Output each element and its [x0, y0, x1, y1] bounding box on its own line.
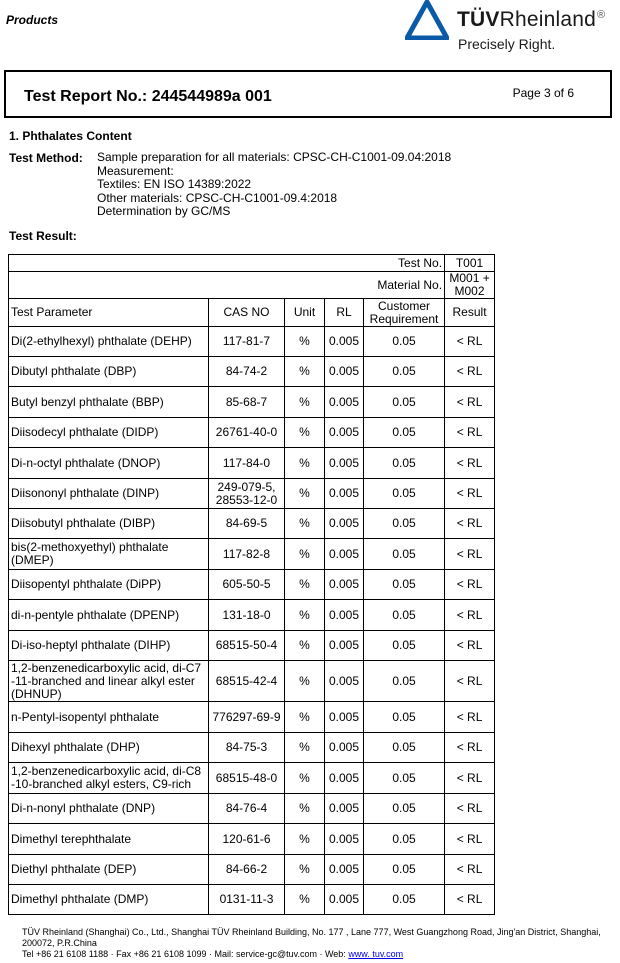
section-label: Products	[6, 13, 59, 27]
result-cell: < RL	[445, 824, 495, 855]
rl-cell: 0.005	[325, 763, 364, 794]
cas-cell: 117-82-8	[209, 539, 285, 570]
table-row	[9, 357, 495, 387]
requirement-cell: 0.05	[364, 661, 445, 702]
table-body	[9, 327, 495, 915]
material-no-row	[9, 272, 495, 299]
header-cell: RL	[325, 299, 364, 327]
requirement-cell: 0.05	[364, 600, 445, 631]
unit-cell: %	[285, 327, 325, 357]
cas-cell: 85-68-7	[209, 387, 285, 418]
brand-tagline: Precisely Right.	[458, 36, 556, 52]
unit-cell: %	[285, 631, 325, 661]
unit-cell: %	[285, 885, 325, 915]
requirement-cell: 0.05	[364, 702, 445, 733]
requirement-cell: 0.05	[364, 357, 445, 387]
footer-contact: Tel +86 21 6108 1188 · Fax +86 21 6108 1099 · Mail: service-gc@tuv.com · Web: www. tuv.com	[22, 949, 404, 959]
rl-cell: 0.005	[325, 448, 364, 479]
table-row	[9, 631, 495, 661]
table-row	[9, 418, 495, 448]
unit-cell: %	[285, 570, 325, 600]
result-cell: < RL	[445, 418, 495, 448]
cas-cell: 68515-50-4	[209, 631, 285, 661]
cas-cell: 84-76-4	[209, 794, 285, 824]
cas-cell: 68515-42-4	[209, 661, 285, 702]
footer-web-link[interactable]: www. tuv.com	[348, 949, 404, 959]
table-row	[9, 448, 495, 479]
cas-cell: 84-74-2	[209, 357, 285, 387]
result-cell: < RL	[445, 631, 495, 661]
cas-cell: 131-18-0	[209, 600, 285, 631]
result-cell: < RL	[445, 855, 495, 885]
test-no-value: T001	[445, 255, 495, 272]
rl-cell: 0.005	[325, 539, 364, 570]
header-cell: Result	[445, 299, 495, 327]
param-cell: n-Pentyl-isopentyl phthalate	[9, 702, 209, 733]
rl-cell: 0.005	[325, 387, 364, 418]
requirement-cell: 0.05	[364, 885, 445, 915]
cas-cell: 249-079-5, 28553-12-0	[209, 479, 285, 509]
unit-cell: %	[285, 600, 325, 631]
rl-cell: 0.005	[325, 509, 364, 539]
cas-cell: 84-75-3	[209, 733, 285, 763]
requirement-cell: 0.05	[364, 327, 445, 357]
result-cell: < RL	[445, 479, 495, 509]
test-method-label: Test Method:	[9, 151, 83, 165]
results-table	[8, 254, 495, 915]
table-row	[9, 661, 495, 702]
requirement-cell: 0.05	[364, 824, 445, 855]
rl-cell: 0.005	[325, 327, 364, 357]
rl-cell: 0.005	[325, 570, 364, 600]
rl-cell: 0.005	[325, 733, 364, 763]
footer-address: TÜV Rheinland (Shanghai) Co., Ltd., Shanghai TÜV Rheinland Building, No. 177 , Lane 777, West Guangzhong Road, Jing'an District, Shanghai, 200072, P.R.China	[22, 927, 601, 948]
rl-cell: 0.005	[325, 479, 364, 509]
table-row	[9, 539, 495, 570]
requirement-cell: 0.05	[364, 509, 445, 539]
cas-cell: 776297-69-9	[209, 702, 285, 733]
report-title: Test Report No.: 244544989a 001	[24, 88, 272, 105]
test-method-details: Sample preparation for all materials: CPSC-CH-C1001-09.04:2018 Measurement: Textiles: EN ISO 14389:2022 Other materials: CPSC-CH-C1001-09.4:2018 Determination by GC/MS	[97, 150, 452, 219]
cas-cell: 26761-40-0	[209, 418, 285, 448]
requirement-cell: 0.05	[364, 794, 445, 824]
result-cell: < RL	[445, 600, 495, 631]
param-cell: Diisodecyl phthalate (DIDP)	[9, 418, 209, 448]
table-row	[9, 509, 495, 539]
unit-cell: %	[285, 387, 325, 418]
section-title: 1. Phthalates Content	[9, 129, 132, 143]
result-cell: < RL	[445, 387, 495, 418]
requirement-cell: 0.05	[364, 418, 445, 448]
requirement-cell: 0.05	[364, 763, 445, 794]
requirement-cell: 0.05	[364, 570, 445, 600]
result-cell: < RL	[445, 570, 495, 600]
param-cell: 1,2-benzenedicarboxylic acid, di-C7 -11-branched and linear alkyl ester (DHNUP)	[9, 661, 209, 702]
param-cell: Dihexyl phthalate (DHP)	[9, 733, 209, 763]
header-cell: CAS NO	[209, 299, 285, 327]
result-cell: < RL	[445, 448, 495, 479]
param-cell: Di-iso-heptyl phthalate (DIHP)	[9, 631, 209, 661]
company-logo	[405, 0, 617, 56]
header-cell: Unit	[285, 299, 325, 327]
cas-cell: 120-61-6	[209, 824, 285, 855]
cas-cell: 84-69-5	[209, 509, 285, 539]
result-cell: < RL	[445, 885, 495, 915]
page-number: Page 3 of 6	[512, 86, 574, 100]
rl-cell: 0.005	[325, 418, 364, 448]
param-cell: Diisononyl phthalate (DINP)	[9, 479, 209, 509]
result-cell: < RL	[445, 794, 495, 824]
result-cell: < RL	[445, 357, 495, 387]
result-cell: < RL	[445, 509, 495, 539]
unit-cell: %	[285, 702, 325, 733]
requirement-cell: 0.05	[364, 387, 445, 418]
param-cell: di-n-pentyle phthalate (DPENP)	[9, 600, 209, 631]
unit-cell: %	[285, 357, 325, 387]
result-cell: < RL	[445, 702, 495, 733]
param-cell: Di-n-nonyl phthalate (DNP)	[9, 794, 209, 824]
table-row	[9, 855, 495, 885]
cas-cell: 117-84-0	[209, 448, 285, 479]
table-row	[9, 327, 495, 357]
cas-cell: 68515-48-0	[209, 763, 285, 794]
rl-cell: 0.005	[325, 702, 364, 733]
param-cell: Di-n-octyl phthalate (DNOP)	[9, 448, 209, 479]
triangle-logo-icon	[405, 0, 449, 40]
rl-cell: 0.005	[325, 794, 364, 824]
unit-cell: %	[285, 661, 325, 702]
unit-cell: %	[285, 824, 325, 855]
unit-cell: %	[285, 448, 325, 479]
header-cell: Customer Requirement	[364, 299, 445, 327]
rl-cell: 0.005	[325, 357, 364, 387]
rl-cell: 0.005	[325, 824, 364, 855]
rl-cell: 0.005	[325, 600, 364, 631]
param-cell: 1,2-benzenedicarboxylic acid, di-C8 -10-branched alkyl esters, C9-rich	[9, 763, 209, 794]
requirement-cell: 0.05	[364, 855, 445, 885]
test-no-label: Test No.	[9, 255, 445, 272]
report-header-box	[4, 70, 612, 118]
table-row	[9, 570, 495, 600]
param-cell: Diisobutyl phthalate (DIBP)	[9, 509, 209, 539]
unit-cell: %	[285, 794, 325, 824]
requirement-cell: 0.05	[364, 448, 445, 479]
result-cell: < RL	[445, 763, 495, 794]
table-row	[9, 702, 495, 733]
result-cell: < RL	[445, 327, 495, 357]
footer	[22, 927, 612, 960]
requirement-cell: 0.05	[364, 733, 445, 763]
requirement-cell: 0.05	[364, 539, 445, 570]
rl-cell: 0.005	[325, 855, 364, 885]
param-cell: Dimethyl phthalate (DMP)	[9, 885, 209, 915]
param-cell: Diethyl phthalate (DEP)	[9, 855, 209, 885]
header-row	[9, 299, 495, 327]
rl-cell: 0.005	[325, 631, 364, 661]
rl-cell: 0.005	[325, 885, 364, 915]
unit-cell: %	[285, 763, 325, 794]
result-cell: < RL	[445, 539, 495, 570]
result-cell: < RL	[445, 733, 495, 763]
brand-name: TÜVRheinland®	[457, 8, 606, 31]
unit-cell: %	[285, 479, 325, 509]
param-cell: Dibutyl phthalate (DBP)	[9, 357, 209, 387]
cas-cell: 84-66-2	[209, 855, 285, 885]
param-cell: Dimethyl terephthalate	[9, 824, 209, 855]
test-no-row	[9, 255, 495, 272]
table-row	[9, 824, 495, 855]
table-row	[9, 885, 495, 915]
material-no-label: Material No.	[9, 272, 445, 299]
unit-cell: %	[285, 855, 325, 885]
unit-cell: %	[285, 539, 325, 570]
param-cell: Butyl benzyl phthalate (BBP)	[9, 387, 209, 418]
unit-cell: %	[285, 509, 325, 539]
result-cell: < RL	[445, 661, 495, 702]
rl-cell: 0.005	[325, 661, 364, 702]
unit-cell: %	[285, 733, 325, 763]
table-row	[9, 794, 495, 824]
param-cell: bis(2-methoxyethyl) phthalate (DMEP)	[9, 539, 209, 570]
table-row	[9, 387, 495, 418]
header-cell: Test Parameter	[9, 299, 209, 327]
test-result-label: Test Result:	[9, 229, 77, 243]
table-row	[9, 600, 495, 631]
cas-cell: 605-50-5	[209, 570, 285, 600]
cas-cell: 117-81-7	[209, 327, 285, 357]
table-row	[9, 733, 495, 763]
param-cell: Diisopentyl phthalate (DiPP)	[9, 570, 209, 600]
requirement-cell: 0.05	[364, 631, 445, 661]
cas-cell: 0131-11-3	[209, 885, 285, 915]
table-row	[9, 763, 495, 794]
requirement-cell: 0.05	[364, 479, 445, 509]
unit-cell: %	[285, 418, 325, 448]
param-cell: Di(2-ethylhexyl) phthalate (DEHP)	[9, 327, 209, 357]
material-no-value: M001 + M002	[445, 272, 495, 299]
table-row	[9, 479, 495, 509]
